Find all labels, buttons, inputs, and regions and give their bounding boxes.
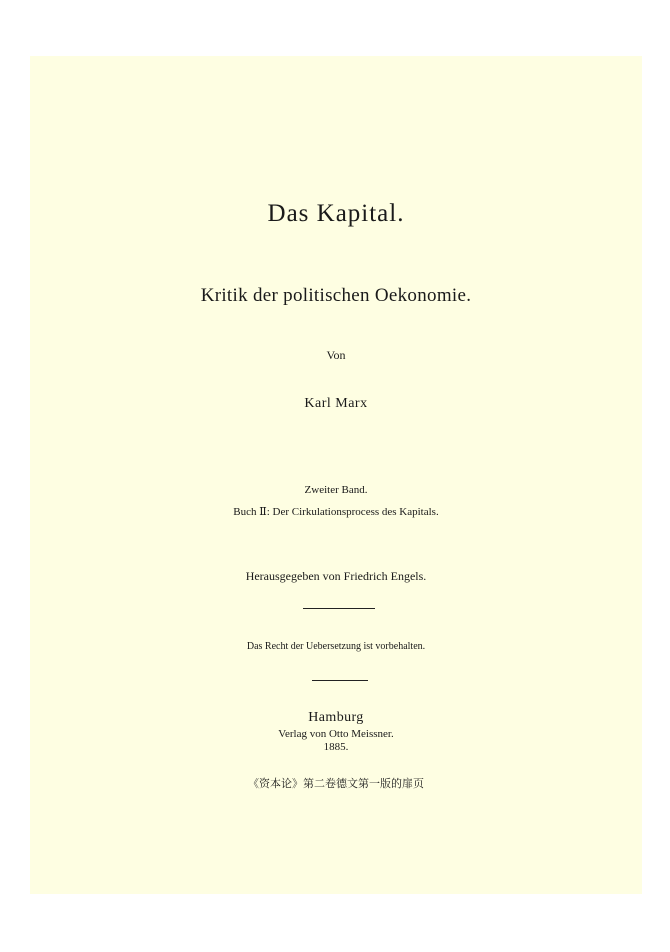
rights-notice: Das Recht der Uebersetzung ist vorbehalten.	[246, 641, 426, 652]
author-name: Karl Marx	[304, 396, 368, 411]
divider-rule	[303, 608, 375, 609]
book-part-label: Buch Ⅱ: Der Cirkulationsprocess des Kapitals.	[233, 506, 439, 518]
by-label: Von	[326, 348, 346, 362]
publication-year: 1885.	[323, 741, 349, 753]
editor-line: Herausgegeben von Friedrich Engels.	[245, 569, 427, 583]
divider-rule	[312, 680, 368, 681]
book-subtitle: Kritik der politischen Oekonomie.	[200, 285, 472, 306]
publication-city: Hamburg	[308, 710, 364, 725]
title-page	[30, 56, 642, 894]
publisher-line: Verlag von Otto Meissner.	[278, 728, 394, 740]
volume-label: Zweiter Band.	[304, 484, 368, 496]
book-title: Das Kapital.	[267, 200, 405, 227]
image-caption: 《资本论》第二卷德文第一版的扉页	[248, 778, 424, 790]
